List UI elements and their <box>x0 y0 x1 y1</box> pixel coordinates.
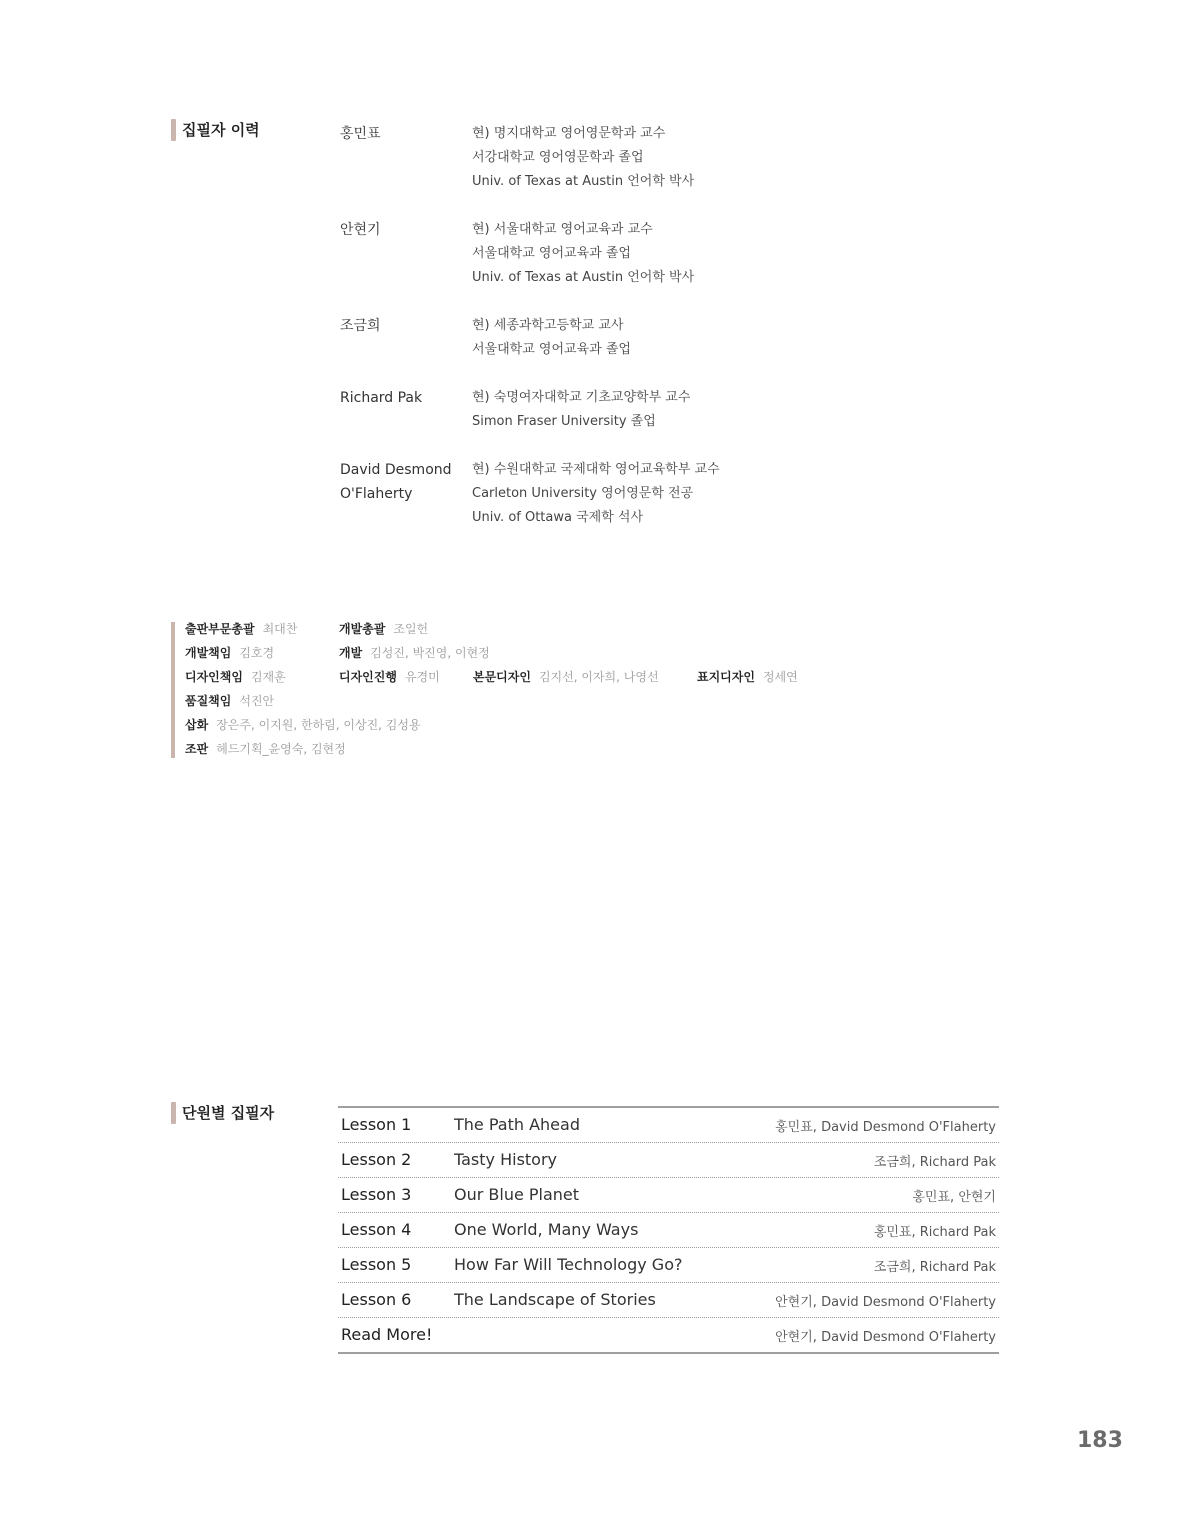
author-name-line: 홍민표 <box>340 126 381 142</box>
section-accent-bar <box>171 119 176 141</box>
lesson-authors: 홍민표, Richard Pak <box>873 1225 996 1240</box>
author-name <box>340 386 422 410</box>
author-bio-line: 현) 수원대학교 국제대학 영어교육학부 교수 <box>472 462 720 477</box>
credit-role: 디자인책임 <box>185 670 243 684</box>
credit-development-lead <box>185 641 274 665</box>
credit-role: 개발 <box>339 646 363 660</box>
credit-people: 김재훈 <box>250 670 286 684</box>
credit-people: 석진안 <box>239 694 275 708</box>
lesson-authors: 안현기, David Desmond O'Flaherty <box>775 1295 996 1310</box>
lesson-number: Lesson 1 <box>341 1115 412 1134</box>
lesson-authors: 안현기, David Desmond O'Flaherty <box>775 1330 996 1345</box>
author-bio-line: 서울대학교 영어교육과 졸업 <box>472 246 631 261</box>
lesson-title: One World, Many Ways <box>454 1220 639 1239</box>
credit-typesetting <box>185 737 346 761</box>
authors-section-heading: 집필자 이력 <box>182 121 260 139</box>
author-bio-line: 현) 숙명여자대학교 기초교양학부 교수 <box>472 390 691 405</box>
credit-illustration <box>185 713 421 737</box>
author-bio-line: 현) 명지대학교 영어영문학과 교수 <box>472 126 666 141</box>
lesson-number: Read More! <box>341 1325 433 1344</box>
credit-role: 표지디자인 <box>697 670 755 684</box>
lesson-title: The Path Ahead <box>454 1115 580 1134</box>
author-bio-line: Carleton University 영어영문학 전공 <box>472 486 694 501</box>
credit-people: 정세연 <box>762 670 798 684</box>
credit-development-director <box>339 617 428 641</box>
section-accent-bar <box>171 1102 176 1124</box>
credit-body-design <box>473 665 659 689</box>
lesson-number: Lesson 2 <box>341 1150 412 1169</box>
credit-role: 출판부문총괄 <box>185 622 255 636</box>
author-bio <box>472 458 720 530</box>
author-bio-line: 현) 세종과학고등학교 교사 <box>472 318 624 333</box>
credit-people: 조일헌 <box>393 622 429 636</box>
table-row <box>338 1318 999 1352</box>
table-row <box>338 1108 999 1143</box>
author-bio-line: Univ. of Texas at Austin 언어학 박사 <box>472 270 695 285</box>
author-bio <box>472 386 690 434</box>
author-bio <box>472 314 631 362</box>
author-bio <box>472 122 694 194</box>
author-name <box>340 122 381 146</box>
lesson-number: Lesson 6 <box>341 1290 412 1309</box>
table-row <box>338 1248 999 1283</box>
author-name-line: Richard Pak <box>340 390 423 406</box>
credit-role: 품질책임 <box>185 694 232 708</box>
lesson-authors: 홍민표, 안현기 <box>912 1190 996 1205</box>
table-row <box>338 1178 999 1213</box>
credit-role: 삽화 <box>185 718 209 732</box>
author-bio-line: 서강대학교 영어영문학과 졸업 <box>472 150 644 165</box>
table-row <box>338 1283 999 1318</box>
credit-people: 유경미 <box>404 670 440 684</box>
author-name <box>340 218 381 242</box>
author-name <box>340 314 381 338</box>
lesson-number: Lesson 5 <box>341 1255 412 1274</box>
author-name-line: David Desmond <box>340 462 452 478</box>
lesson-authors: 조금희, Richard Pak <box>873 1260 996 1275</box>
lesson-authors: 조금희, Richard Pak <box>873 1155 996 1170</box>
author-bio-line: 서울대학교 영어교육과 졸업 <box>472 342 631 357</box>
author-name-line: O'Flaherty <box>340 486 413 502</box>
author-bio-line: Simon Fraser University 졸업 <box>472 414 656 429</box>
author-name-line: 조금희 <box>340 318 381 334</box>
lesson-title: Our Blue Planet <box>454 1185 580 1204</box>
lesson-number: Lesson 3 <box>341 1185 412 1204</box>
lesson-title: The Landscape of Stories <box>454 1290 656 1309</box>
table-row <box>338 1143 999 1178</box>
credit-design-progress <box>339 665 440 689</box>
credit-quality-lead <box>185 689 274 713</box>
credits-accent-bar <box>171 622 175 758</box>
author-name <box>340 458 452 506</box>
author-bio-line: 현) 서울대학교 영어교육과 교수 <box>472 222 653 237</box>
credit-role: 조판 <box>185 742 209 756</box>
credit-development <box>339 641 490 665</box>
credit-people: 김호경 <box>239 646 275 660</box>
author-bio-line: Univ. of Texas at Austin 언어학 박사 <box>472 174 695 189</box>
credit-people: 장은주, 이지원, 한하림, 이상진, 김성용 <box>216 718 421 732</box>
lesson-author-table <box>338 1106 999 1354</box>
table-row <box>338 1213 999 1248</box>
page-number: 183 <box>1077 1428 1123 1453</box>
lesson-number: Lesson 4 <box>341 1220 412 1239</box>
author-bio-line: Univ. of Ottawa 국제학 석사 <box>472 510 644 525</box>
credit-people: 김성진, 박진영, 이현정 <box>370 646 490 660</box>
credit-people: 헤드기획_윤영숙, 김현정 <box>216 742 346 756</box>
lesson-title: How Far Will Technology Go? <box>454 1255 683 1274</box>
credit-publishing-director <box>185 617 297 641</box>
lesson-title: Tasty History <box>454 1150 558 1169</box>
lesson-authors: 홍민표, David Desmond O'Flaherty <box>775 1120 996 1135</box>
author-bio <box>472 218 694 290</box>
credit-people: 김지선, 이자희, 나영선 <box>538 670 659 684</box>
lessons-section-heading: 단원별 집필자 <box>182 1104 275 1122</box>
credit-role: 본문디자인 <box>473 670 531 684</box>
credit-people: 최대찬 <box>262 622 298 636</box>
credit-design-lead <box>185 665 286 689</box>
credit-role: 디자인진행 <box>339 670 397 684</box>
credit-role: 개발책임 <box>185 646 232 660</box>
credit-role: 개발총괄 <box>339 622 386 636</box>
author-name-line: 안현기 <box>340 222 381 238</box>
credit-cover-design <box>697 665 798 689</box>
